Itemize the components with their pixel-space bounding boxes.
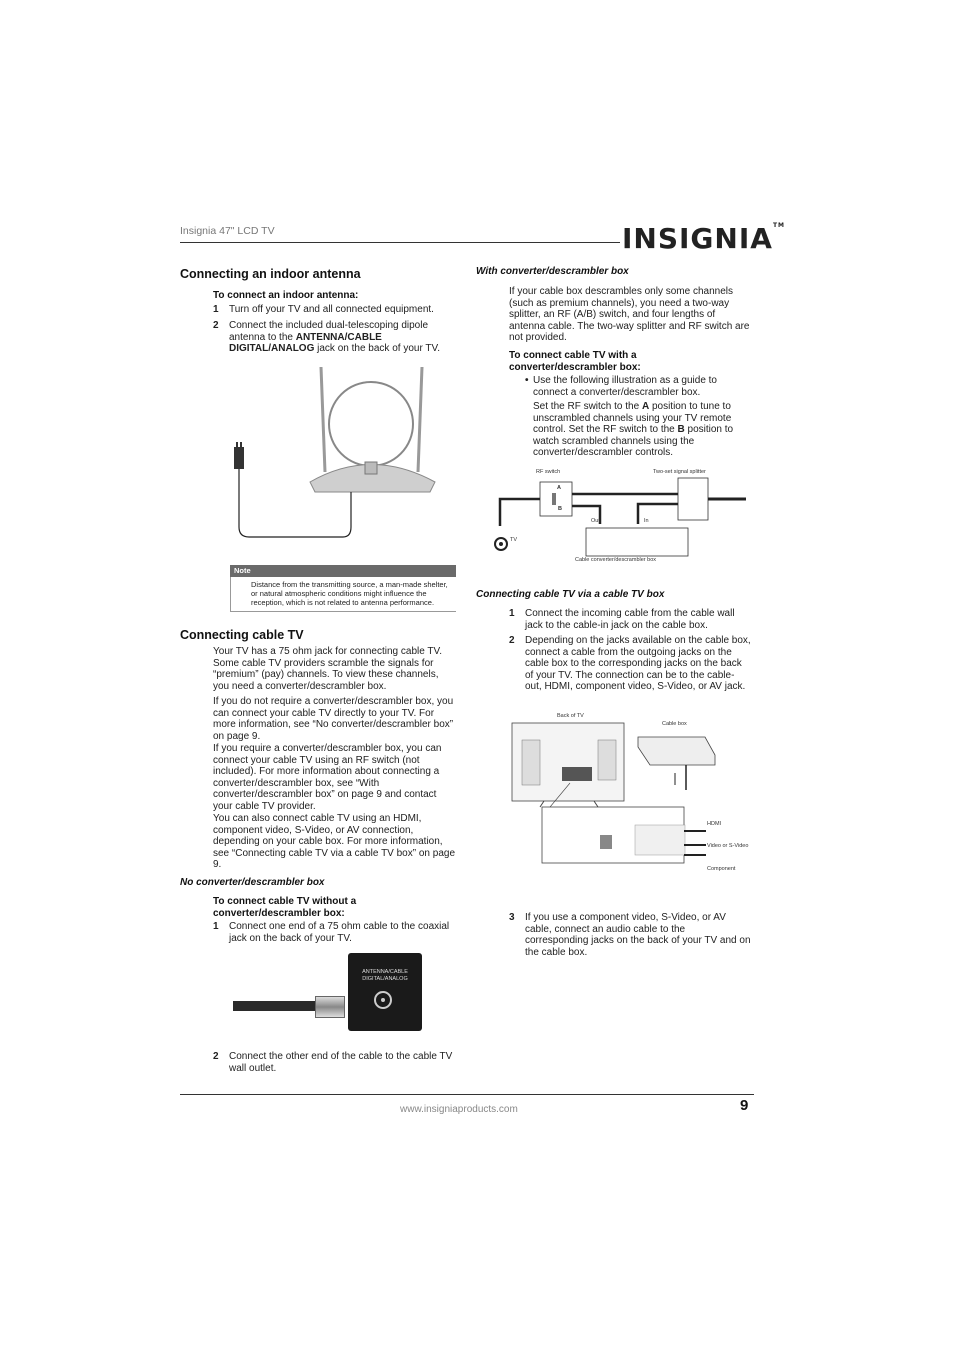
footer-rule bbox=[180, 1094, 754, 1095]
splitter-label: Two-set signal splitter bbox=[653, 469, 706, 475]
out-label: Out bbox=[591, 518, 600, 524]
cable-tv-heading: Connecting cable TV bbox=[180, 628, 304, 642]
header-rule bbox=[180, 242, 620, 243]
no-converter-heading: No converter/descrambler box bbox=[180, 877, 325, 888]
cable-paragraph-2: If you do not require a converter/descrambler box, you can connect your cable TV directly to your TV. For more information, see “No converter/descrambler box” on page 9. bbox=[213, 696, 454, 742]
cable-box-step-2: 2 Depending on the jacks available on the cable box, connect a cable from the outgoing jacks on the cable box to the corresponding jacks on the back of your TV. The connection can be to the cable-out, HDMI, component video, S-Video, or AV jack. bbox=[509, 635, 751, 693]
indoor-antenna-illustration bbox=[225, 362, 445, 542]
footer-url: www.insigniaproducts.com bbox=[400, 1104, 518, 1115]
with-converter-paragraph: If your cable box descrambles only some channels (such as premium channels), you need a two-way splitter, an RF (A/B) switch, and four lengths of antenna cable. The two-way splitter and RF switch are not provided. bbox=[509, 286, 750, 344]
converter-wiring-diagram bbox=[488, 466, 752, 568]
indoor-step-2: 2 Connect the included dual-telescoping dipole antenna to the ANTENNA/CABLE DIGITAL/ANALOG jack on the back of your TV. bbox=[213, 320, 441, 355]
cable-box-step-3: 3 If you use a component video, S-Video, or AV cable, connect an audio cable to the corresponding jacks on the back of your TV and on the cable box. bbox=[509, 912, 751, 958]
hdmi-label: HDMI bbox=[707, 821, 722, 827]
cable-box-step-1: 1 Connect the incoming cable from the cable wall jack to the cable-in jack on the cable box. bbox=[509, 608, 735, 631]
rf-switch-label: RF switch bbox=[536, 469, 561, 475]
no-converter-procedure: To connect cable TV without a converter/descrambler box: bbox=[213, 896, 357, 919]
tv-label: TV bbox=[510, 537, 518, 543]
rf-switch-instructions: Set the RF switch to the A position to tune to unscrambled channels using your TV remote control. Set the RF switch to the B position to watch scrambled channels using the converter/descrambler controls. bbox=[533, 401, 734, 459]
indoor-step-1: 1 Turn off your TV and all connected equipment. bbox=[213, 304, 434, 315]
in-label: In bbox=[644, 518, 649, 524]
cable-box-label: Cable box bbox=[662, 721, 687, 727]
header-title: Insignia 47" LCD TV bbox=[180, 225, 275, 237]
cable-box-heading: Connecting cable TV via a cable TV box bbox=[476, 589, 665, 600]
converter-box-label: Cable converter/descrambler box bbox=[575, 557, 657, 563]
tv-jack-panel bbox=[348, 953, 422, 1031]
insignia-logo: INSIGNIA™ bbox=[622, 222, 786, 255]
no-converter-step-2: 2 Connect the other end of the cable to the cable TV wall outlet. bbox=[213, 1051, 453, 1074]
note-box bbox=[230, 565, 456, 612]
with-converter-heading: With converter/descrambler box bbox=[476, 266, 629, 277]
cable-paragraph-3: If you require a converter/descrambler box, you can connect your cable TV using an RF switch (not included). For more information about connecting a converter/descrambler box, see “With converter/descrambler box” on page 9 and contact your cable TV provider. bbox=[213, 743, 442, 812]
back-of-tv-label: Back of TV bbox=[557, 713, 584, 719]
note-text: Distance from the transmitting source, a man-made shelter, or natural atmospheric conditions might influence the reception, which is not related to antenna performance. bbox=[230, 577, 456, 612]
page-number: 9 bbox=[740, 1097, 749, 1114]
coaxial-jack bbox=[374, 991, 392, 1009]
switch-a-label: A bbox=[557, 485, 561, 491]
coax-cable bbox=[233, 1001, 318, 1011]
antenna-jack-label: ANTENNA/CABLE DIGITAL/ANALOG bbox=[362, 969, 408, 982]
cable-paragraph-1: Your TV has a 75 ohm jack for connecting cable TV. Some cable TV providers scramble the signals for “premium” (pay) channels. To view these channels, you need a converter/descrambler box. bbox=[213, 646, 443, 692]
cable-paragraph-4: You can also connect cable TV using an HDMI, component video, S-Video, or AV connection, depending on your cable box. For more information, see “Connecting cable TV via a cable TV box” on page 9. bbox=[213, 813, 456, 871]
with-converter-procedure: To connect cable TV with a converter/descrambler box: bbox=[509, 350, 641, 373]
switch-b-label: B bbox=[558, 506, 562, 512]
coax-connector bbox=[315, 996, 345, 1018]
no-converter-step-1: 1 Connect one end of a 75 ohm cable to the coaxial jack on the back of your TV. bbox=[213, 921, 450, 944]
component-label: Component bbox=[707, 866, 736, 872]
coax-jack-illustration bbox=[233, 953, 423, 1033]
indoor-antenna-heading: Connecting an indoor antenna bbox=[180, 267, 361, 281]
indoor-antenna-procedure: To connect an indoor antenna: bbox=[213, 290, 359, 301]
video-label: Video or S-Video bbox=[707, 843, 749, 849]
note-label: Note bbox=[230, 565, 456, 577]
with-converter-bullet: • Use the following illustration as a guide to connect a converter/descrambler box. bbox=[525, 375, 717, 398]
